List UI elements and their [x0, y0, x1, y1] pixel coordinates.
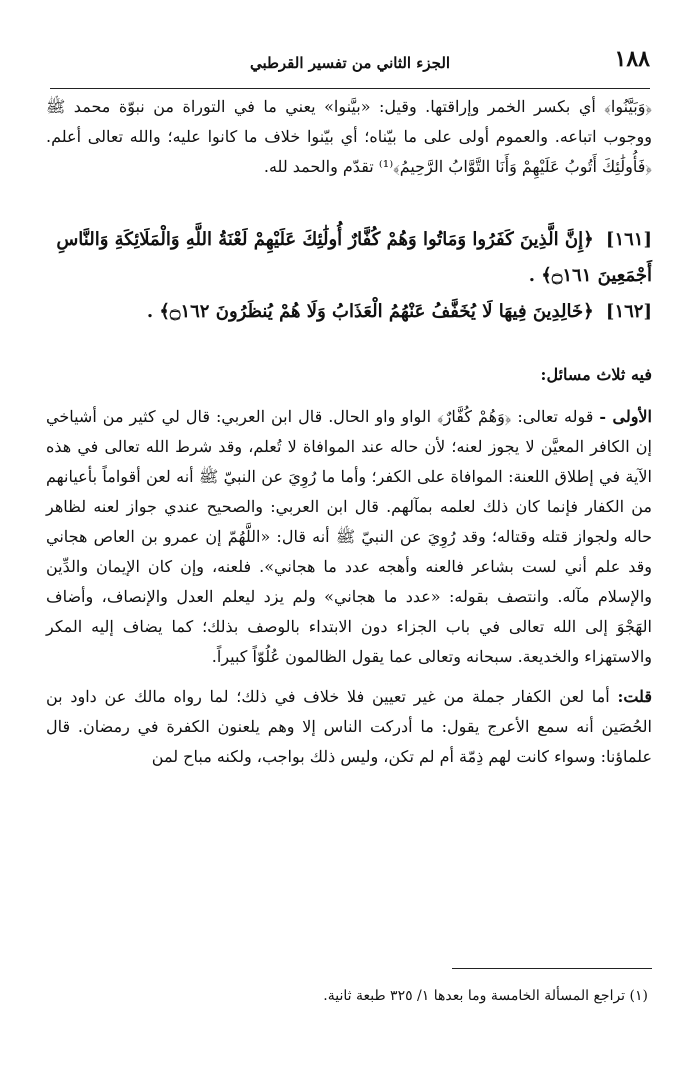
- verse-text: ﴿إِنَّ الَّذِينَ كَفَرُوا وَمَاتُوا وَهُمْ كُفَّارٌ أُولَٰئِكَ عَلَيْهِمْ لَعْنَةُ اللَّهِ وَالْمَلَائِكَةِ وَالنَّاسِ أَجْمَعِينَ ۝١٦١﴾ .: [56, 229, 652, 286]
- verse-number: [١٦٢]: [605, 301, 652, 322]
- first-issue-heading: الأولى -: [599, 407, 653, 426]
- verse-text: ﴿خَالِدِينَ فِيهَا لَا يُخَفَّفُ عَنْهُمُ الْعَذَابُ وَلَا هُمْ يُنظَرُونَ ۝١٦٢﴾ .: [146, 301, 594, 322]
- page-body: [46, 92, 652, 772]
- qult-text: أما لعن الكفار جملة من غير تعيين فلا خلاف في ذلك؛ لما رواه مالك عن داود بن الحُصَين أنه سمع الأعرج يقول: ما أدركت الناس إلا وهم يلعنون الكفرة في رمضان. قال علماؤنا: وسواء كانت لهم ذِمّة أم لم تكن، وليس ذلك بواجب، ولكنه مباح لمن: [46, 687, 652, 766]
- first-issue-text: قوله تعالى: ﴿وَهُمْ كُفَّارٌ﴾ الواو واو الحال. قال ابن العربي: قال لي كثير من أشياخي إن الكافر المعيَّن لا يجوز لعنه؛ لأن حاله عند الموافاة لا تُعلم، وقد شرط الله تعالى في هذه الآية في إطلاق اللعنة: الموافاة على الكفر؛ وأما ما رُوِيَ عن النبيّ ﷺ أنه لعن أقواماً بأعيانهم من الكفار فإنما كان ذلك لعلمه بمآلهم. قال ابن العربي: والصحيح عندي جواز لعنه لظاهر حاله ولجواز قتله وقتاله؛ وقد رُوِيَ عن النبيّ ﷺ أنه قال: «اللَّهُمّ إن عمرو بن العاص هجاني وقد علم أني لست بشاعر فالعنه وأهجه عدد ما هجاني». فلعنه، وإن كان الإيمان والدِّين والإسلام مآله. وانتصف بقوله: «عدد ما هجاني» ولم يزد ليعلم العدل والإنصاف، وأضاف الهَجْوَ إلى الله تعالى في باب الجزاء دون الابتداء بالوصف بذلك؛ كما يضاف إليه المكر والاستهزاء والخديعة. سبحانه وتعالى عما يقول الظالمون عُلُوّاً كبيراً.: [46, 407, 652, 666]
- qult-heading: قلت:: [617, 687, 652, 706]
- footnote-divider: [452, 968, 652, 969]
- running-title: الجزء الثاني من تفسير القرطبي: [249, 54, 451, 72]
- masail-heading: فيه ثلاث مسائل:: [540, 365, 652, 384]
- verse-162: [46, 294, 652, 330]
- footnote: (١) تراجع المسألة الخامسة وما بعدها ١/ ٣٢٥ طبعة ثانية.: [323, 988, 648, 1004]
- qult-paragraph: [46, 682, 652, 772]
- first-issue-paragraph: [46, 402, 652, 672]
- page-header: [50, 40, 650, 89]
- intro-paragraph: ﴿وَبَيَّنُوا﴾ أي بكسر الخمر وإراقتها. وقيل: «بيَّنوا» يعني ما في التوراة من نبوّة محمد ﷺ ووجوب اتباعه. والعموم أولى على ما بيّناه؛ أي بيّنوا خلاف ما كانوا عليه؛ والله تعالى أعلم. ﴿فَأُولَٰئِكَ أَتُوبُ عَلَيْهِمْ وَأَنَا التَّوَّابُ الرَّحِيمُ﴾⁽¹⁾ تقدّم والحمد لله.: [46, 97, 652, 176]
- verse-161: [46, 222, 652, 294]
- page-number: ١٨٨: [614, 46, 650, 72]
- verse-number: [١٦١]: [605, 229, 652, 250]
